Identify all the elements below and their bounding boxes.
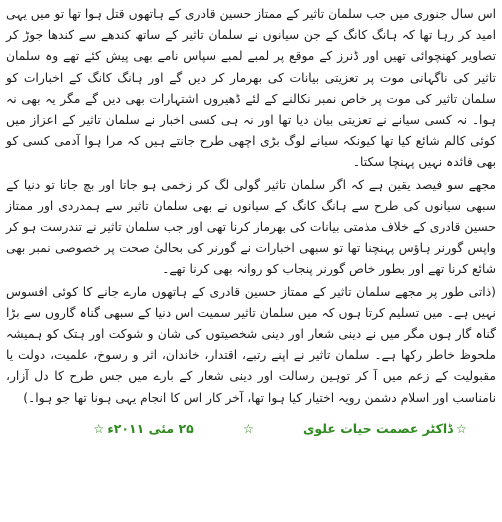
star-icon: ☆	[455, 420, 467, 436]
star-icon: ☆	[93, 420, 105, 436]
article-paragraph-2: مجھے سو فیصد یقین ہے کہ اگر سلمان تاثیر گولی لگ کر زخمی ہو جاتا اور بچ جاتا تو دنیا کے سبھی سیانوں کی طرح سے ہانگ کانگ کے سیانوں نے بھی سلمان تاثیر سے ہمدردی اور ممتاز حسین قادری کے خلاف مذمتی بیانات کی بھرمار کرنا تھی اور جب سلمان تاثیر نے تندرست ہو کر واپس گورنر ہاؤس پہنچنا تھا تو سبھی اخبارات نے گورنر کی بحالیٔ صحت پر خصوصی نمبر بھی شائع کرنا تھے اور بطور خاص گورنر پنجاب کو روانہ بھی کرنا تھے۔	[6, 177, 496, 277]
publication-date: ۲۵ مئی ۲۰۱۱ء	[107, 420, 194, 436]
author-name: ڈاکٹر عصمت حیات علوی	[302, 420, 453, 436]
article-paragraph-3: (ذاتی طور پر مجھے سلمان تاثیر کے ممتاز حسین قادری کے ہاتھوں مارے جانے کا کوئی افسوس نہیں ہے۔ میں تسلیم کرتا ہوں کہ میں سلمان تاثیر سمیت اس دنیا کے سبھی گناہ گاروں سے بڑا گناہ گار ہوں مگر میں نے دینی شعار اور دینی شخصیتوں کی شان و شوکت اور ہتک کو ہمیشہ ملحوظ خاطر رکھا ہے۔ سلمان تاثیر نے اپنے رتبے، اقتدار، خاندان، اثر و رسوخ، علمیت، دولت یا مقبولیت کے زعم میں آ کر توہین رسالت اور دینی شعار کے بارے میں جس طرح کا دل آزار، نامناسب اور اسلام دشمن رویہ اختیار کیا ہوا تھا، آخر کار اس کا انجام یہی ہونا تھا جو ہوا۔)	[6, 284, 496, 405]
author-signature-line	[6, 419, 496, 439]
star-icon: ☆	[242, 420, 254, 436]
article-paragraph-1: اس سال جنوری میں جب سلمان تاثیر کے ممتاز حسین قادری کے ہاتھوں قتل ہوا تھا تو میں یہی امید کر رہا تھا کہ ہانگ کانگ کے جن سیانوں نے سلمان تاثیر کے ساتھ کندھے سے کندھا جوڑ کر تصاویر کھنچوائی تھیں اور ڈنرز کے موقع پر لمبے لمبے سپاس نامے بھی پیش کئے تھے وہ سلمان تاثیر کی ناگہانی موت پر تعزیتی بیانات کی بھرمار کر دیں گے اور ہانگ کانگ کے اخبارات کو سلمان تاثیر کی موت پر خاص نمبر نکالنے کے لئے ڈھیروں اشتہارات بھی دیں گے مگر یہ بھی نہ ہوا۔ نہ کسی سیانے نے تعزیتی بیان دیا تھا اور نہ ہی کسی اخبار نے سلمان تاثیر کے اعزاز میں کوئی کالم شائع کیا تھا کیونکہ سیانے لوگ بڑی اچھی طرح جانتے ہیں کہ مرا ہوا آدمی کسی کو بھی فائدہ نہیں پہنچا سکتا۔	[6, 7, 496, 170]
